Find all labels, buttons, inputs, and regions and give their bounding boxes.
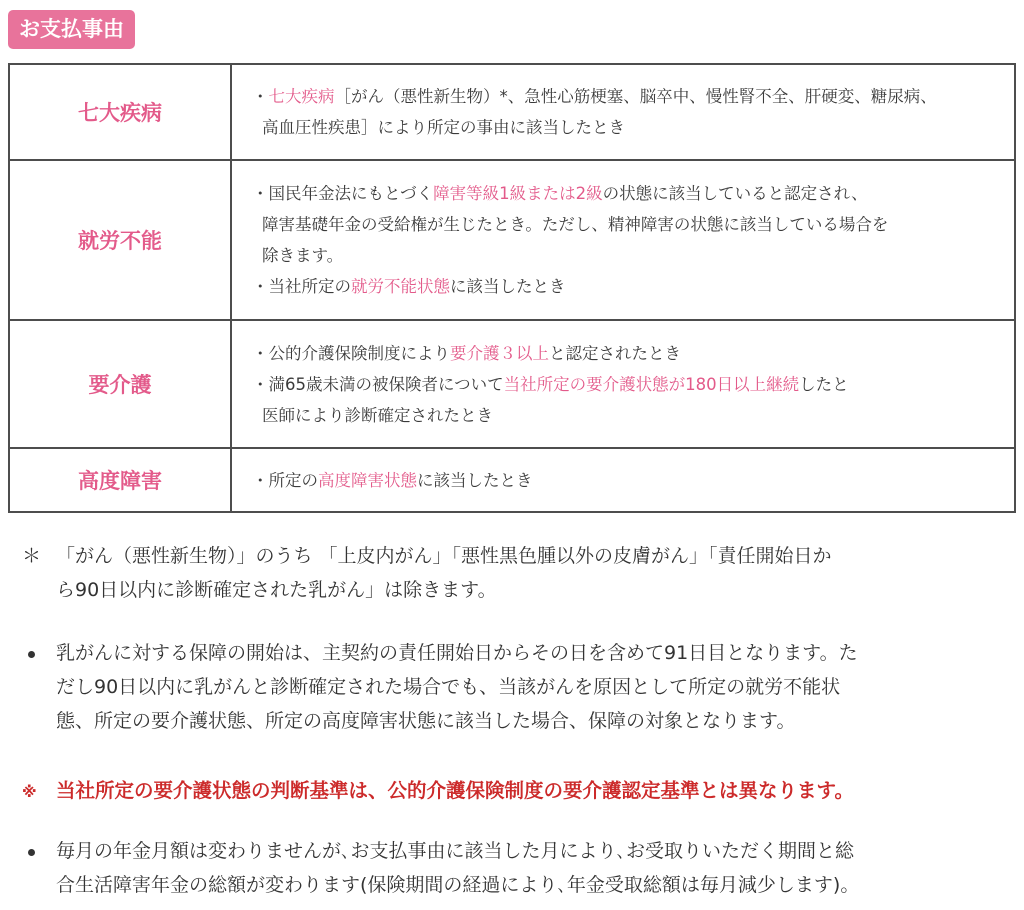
asterisk-note [22,539,832,607]
description-line [252,400,996,431]
category-cell: 高度障害 [9,448,231,512]
payment-reasons-body [9,64,1015,512]
highlight-text: 当社所定の要介護状態が180日以上継続 [503,374,800,394]
description-line [252,369,996,400]
breast-cancer-note-line: だし90日以内に乳がんと診断確定された場合でも、当該がんを原因として所定の就労不能状 [56,676,841,698]
description-line [252,209,996,240]
description-text: 障害基礎年金の受給権が生じたとき。ただし、精神障害の状態に該当している場合を [262,215,889,234]
description-text: ・ [252,87,269,106]
description-text: と認定されたとき [549,343,681,363]
asterisk-mark: ＊ [22,545,42,567]
care-criteria-warning [22,774,854,809]
description-cell [231,320,1015,448]
payment-reasons-table [8,63,1016,513]
description-text: 除きます。 [262,246,344,265]
table-row [9,160,1015,320]
description-text: 医師により診断確定されたとき [262,405,493,425]
table-row [9,320,1015,448]
description-text: 高血圧性疾患］により所定の事由に該当したとき [262,118,625,137]
description-text: ・満65歳未満の被保険者について [252,374,504,394]
description-text: に該当したとき [417,470,533,490]
category-cell: 就労不能 [9,160,231,320]
description-cell [231,448,1015,512]
description-line [252,338,996,369]
highlight-text: 就労不能状態 [351,277,450,296]
description-text: の状態に該当していると認定され、 [602,184,868,203]
highlight-text: 障害等級1級または2級 [433,184,603,203]
description-line [252,271,996,302]
asterisk-note-line: ら90日以内に診断確定された乳がん」は除きます。 [56,579,497,601]
description-text: に該当したとき [450,277,566,296]
highlight-text: 要介護３以上 [450,343,549,363]
annuity-note-line: 合生活障害年金の総額が変わります(保険期間の経過により､年金受取総額は毎月減少します)｡ [56,874,850,896]
asterisk-note-line: 「がん（悪性新生物）」のうち 「上皮内がん」「悪性黒色腫以外の皮膚がん」「責任開始日か [56,545,832,567]
breast-cancer-note-line: 乳がんに対する保障の開始は、主契約の責任開始日からその日を含めて91日目となります。た [56,642,858,664]
warning-mark: ※ [22,783,37,801]
description-cell [231,64,1015,160]
breast-cancer-note-line: 態、所定の要介護状態、所定の高度障害状態に該当した場合、保障の対象となります。 [56,710,796,732]
description-line [252,240,996,271]
description-line [252,112,996,143]
breast-cancer-note [22,636,858,738]
annuity-note-line: 毎月の年金月額は変わりませんが､お支払事由に該当した月により､お受取りいただく期間と総 [56,840,855,862]
highlight-text: 七大疾病 [268,87,335,106]
description-text: ・国民年金法にもとづく [252,184,434,203]
description-text: ・所定の [252,470,318,490]
table-row [9,448,1015,512]
description-text: ・公的介護保険制度により [252,343,450,363]
bullet-dot-icon [28,651,35,658]
description-line [252,178,996,209]
section-badge: お支払事由 [8,10,135,49]
description-text: したと [799,374,849,394]
category-cell: 要介護 [9,320,231,448]
warning-text: 当社所定の要介護状態の判断基準は、公的介護保険制度の要介護認定基準とは異なります。 [56,779,854,802]
description-text: ・当社所定の [252,277,351,296]
description-text: ［がん（悪性新生物）*、急性心筋梗塞、脳卒中、慢性腎不全、肝硬変、糖尿病、 [334,87,937,106]
description-cell [231,160,1015,320]
table-row [9,64,1015,160]
description-line [252,465,996,496]
bullet-dot-icon [28,849,35,856]
description-line [252,81,996,112]
highlight-text: 高度障害状態 [318,470,417,490]
annuity-note [22,834,854,902]
category-cell: 七大疾病 [9,64,231,160]
